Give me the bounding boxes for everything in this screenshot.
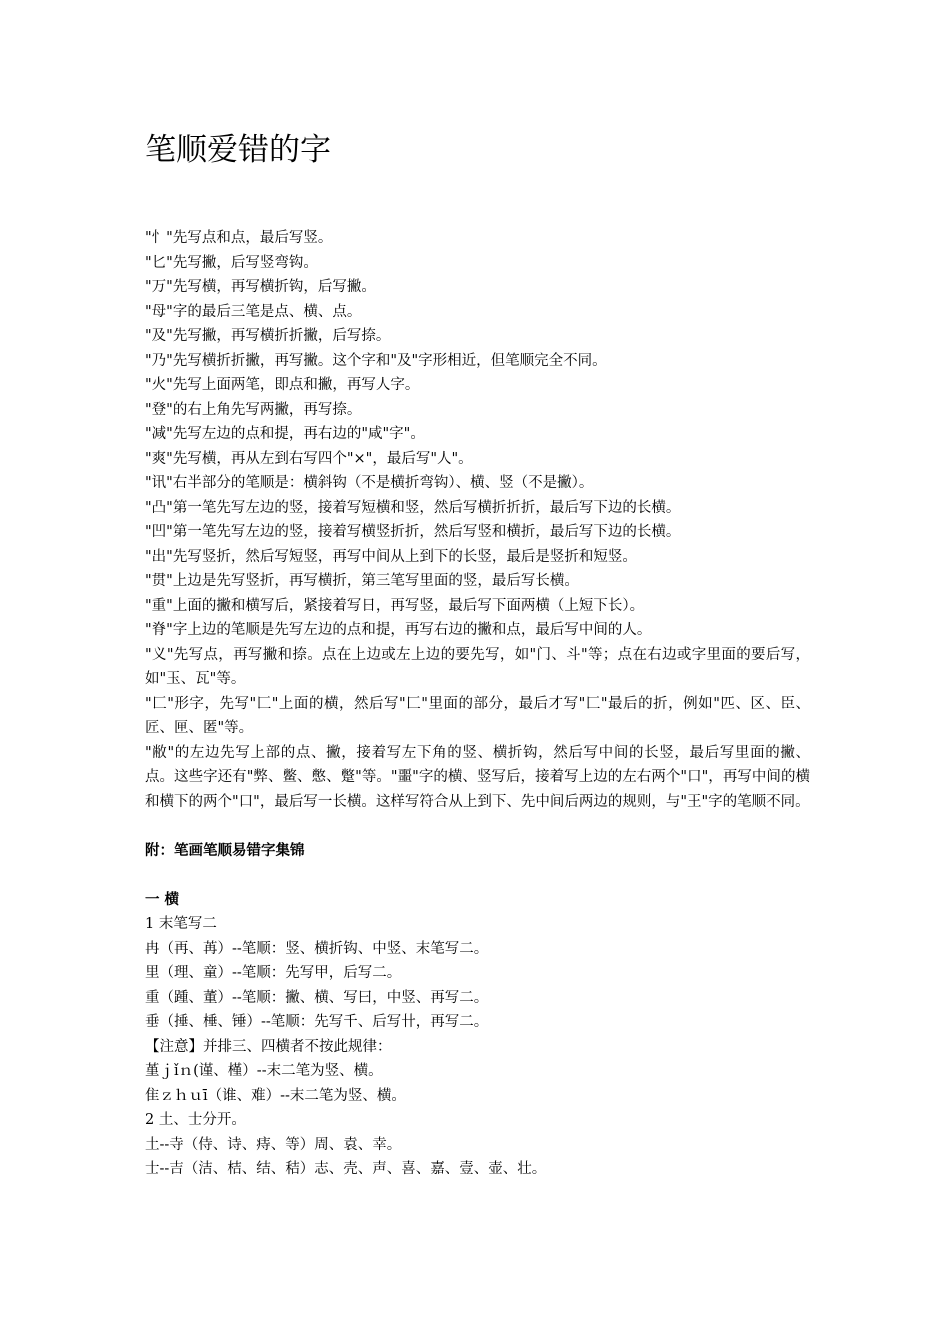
appendix-line: 里（理、童）--笔顺：先写甲，后写二。: [145, 965, 402, 981]
rule-paragraph: "重"上面的撇和横写后，紧接着写日，再写竖，最后写下面两横（上短下长）。: [145, 597, 645, 614]
rule-paragraph: "匚"形字，先写"匚"上面的横，然后写"匚"里面的部分，最后才写"匚"最后的折，例如"匹、区、臣、匠、匣、匿"等。: [145, 695, 810, 736]
appendix-line: 冉（再、苒）--笔顺：竖、横折钩、中竖、末笔写二。: [145, 940, 489, 957]
appendix-line: 【注意】并排三、四横者不按此规律：: [145, 1038, 392, 1055]
rule-paragraph: "凹"第一笔先写左边的竖，接着写横竖折折，然后写竖和横折，最后写下边的长横。: [145, 524, 681, 540]
rule-paragraph: "脊"字上边的笔顺是先写左边的点和提，再写右边的撇和点，最后写中间的人。: [145, 622, 652, 638]
rule-paragraph: "减"先写左边的点和提，再右边的"咸"字"。: [145, 426, 425, 442]
rule-paragraph: "乃"先写横折折撇，再写撇。这个字和"及"字形相近，但笔顺完全不同。: [145, 352, 607, 369]
spacer: [145, 814, 810, 839]
appendix-line: 隹ｚｈｕī（谁、难）--末二笔为竖、横。: [145, 1087, 406, 1104]
rule-paragraph: "登"的右上角先写两撇，再写捺。: [145, 401, 362, 418]
appendix-line: 堇ｊǐｎ(谨、槿）--末二笔为竖、横。: [145, 1063, 383, 1079]
rule-paragraph: "贯"上边是先写竖折，再写横折，第三笔写里面的竖，最后写长横。: [145, 573, 579, 589]
appendix-line: 垂（捶、棰、锤）--笔顺：先写千、后写卄，再写二。: [145, 1014, 489, 1030]
rule-paragraph: "出"先写竖折，然后写短竖，再写中间从上到下的长竖，最后是竖折和短竖。: [145, 548, 637, 565]
rule-paragraph: "凸"第一笔先写左边的竖，接着写短横和竖，然后写横折折折，最后写下边的长横。: [145, 499, 681, 516]
page-title: 笔顺爱错的字: [145, 132, 331, 168]
appendix-line: 1 末笔写二: [145, 916, 217, 932]
appendix-line: 土--寺（侍、诗、痔、等）周、袁、幸。: [145, 1136, 402, 1153]
rule-paragraph: "及"先写撇，再写横折折撇，后写捺。: [145, 328, 391, 344]
appendix-heading: 附：笔画笔顺易错字集锦: [145, 841, 305, 859]
rule-paragraph: "讯"右半部分的笔顺是：横斜钩（不是横折弯钩）、横、竖（不是撇）。: [145, 475, 594, 491]
rule-paragraph: "母"字的最后三笔是点、横、点。: [145, 303, 362, 320]
rule-paragraph: "义"先写点，再写撇和捺。点在上边或左上边的要先写，如"门、斗"等；点在右边或字里面的要后写，如"玉、瓦"等。: [145, 646, 810, 687]
document-body: [145, 226, 810, 1182]
rule-paragraph: "爽"先写横，再从左到右写四个"×"，最后写"人"。: [145, 450, 473, 467]
rule-paragraph: "敝"的左边先写上部的点、撇，接着写左下角的竖、横折钩，然后写中间的长竖，最后写里面的撇、点。这些字还有"弊、鳖、憋、蹩"等。"噩"字的横、竖写后，接着写上边的左右两个"口"，再写中间的横和横下的两个"口"，最后写一长横。这样写符合从上到下、先中间后两边的规则，与"王"字的笔顺不同。: [145, 744, 810, 810]
rule-paragraph: "忄"先写点和点，最后写竖。: [145, 230, 333, 246]
rule-paragraph: "匕"先写撇，后写竖弯钩。: [145, 254, 318, 271]
rule-paragraph: "火"先写上面两笔，即点和撇，再写人字。: [145, 377, 420, 393]
rule-paragraph: "万"先写横，再写横折钩，后写撇。: [145, 279, 376, 295]
appendix-line: 重（踵、董）--笔顺：撇、横、写曰，中竖、再写二。: [145, 989, 489, 1006]
appendix-line: 2 土、士分开。: [145, 1112, 246, 1128]
appendix-line: 士--吉（洁、桔、结、秸）志、壳、声、喜、嘉、壹、壶、壮。: [145, 1161, 547, 1177]
spacer: [145, 863, 810, 888]
section-heading: 一 横: [145, 890, 180, 908]
